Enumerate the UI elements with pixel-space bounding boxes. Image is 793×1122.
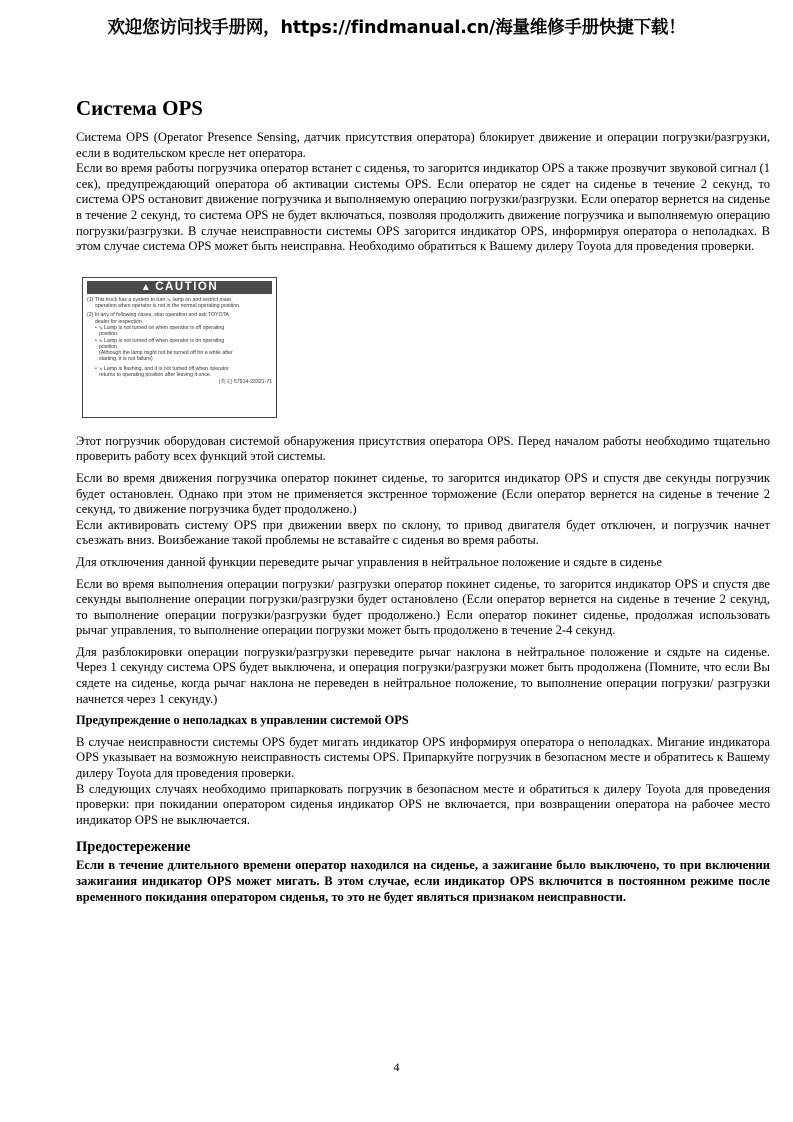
caution-part-number: (英文) 57914-23321-71 xyxy=(218,379,272,386)
page-content xyxy=(76,96,770,905)
caution-text: position. xyxy=(99,331,119,338)
page-number: 4 xyxy=(393,1060,400,1074)
caution-section-heading: Предостережение xyxy=(76,839,191,856)
caution-text: returns to operating position after leaving it once. xyxy=(99,372,212,379)
caution-text: dealer for inspection. xyxy=(95,318,144,325)
intro-paragraph-2: Если во время работы погрузчика оператор встанет с сиденья, то загорится индикатор OPS а также прозвучит звуковой сигнал (1 сек), предупреждающий оператора об активации системы OPS. Если оператор не сядет на сиденье в течение 2 секунд, то система OPS остановит движение погрузчика и выполняемую операцию погрузки/разгрузки. Если оператор вернется на сиденье в течение 2 секунд, то система OPS не будет включаться, позволяя продолжить движение погрузчика и выполняемую операцию погрузки/разгрузки. В случае неисправности системы OPS загорится индикатор OPS, информируя оператора о неполадках. В этом случае система OPS может быть неисправна. Необходимо обратиться к Вашему дилеру Toyota для проведения проверки. xyxy=(76,161,770,254)
body-paragraph-6: Для разблокировки операции погрузки/разгрузки переведите рычаг наклона в нейтральное положение и сядьте на сиденье. Через 1 секунду система OPS будет выключена, и операция погрузки/разгрузки может быть продолжена (Помните, что если Вы сядете на сиденье, когда рычаг наклона не переведен в нейтральное положение, то выполнение операции погрузки/ разгрузки начнется через 1 секунду.) xyxy=(76,644,770,706)
caution-text: (2) In any of following cases, stop operation and ask TOYOTA xyxy=(87,312,229,319)
warning-section-heading: Предупреждение о неполадках в управлении системой OPS xyxy=(76,713,409,728)
page-title: Система OPS xyxy=(76,96,203,120)
caution-text: position. xyxy=(99,343,119,350)
warning-paragraph-1: В случае неисправности системы OPS будет мигать индикатор OPS информируя оператора о неполадках. Мигание индикатора OPS указывает на возможную неисправность системы OPS. Припаркуйте погрузчик в безопасном месте и обратитесь к Вашему дилеру Toyota для проведения проверки. xyxy=(76,734,770,781)
caution-label-heading: ▲ CAUTION xyxy=(87,281,272,294)
body-paragraph-4: Для отключения данной функции переведите рычаг управления в нейтральное положение и сядьте в сиденье xyxy=(76,554,662,569)
intro-paragraph-1: Система OPS (Operator Presence Sensing, датчик присутствия оператора) блокирует движение и операции погрузки/разгрузки, если в водительском кресле нет оператора. xyxy=(76,130,770,160)
download-banner: 欢迎您访问找手册网，https://findmanual.cn/海量维修手册快捷下载！ xyxy=(107,18,686,38)
caution-text: (1) This truck has a system to turn ↘ lamp on and restrict mast xyxy=(87,296,231,303)
body-paragraph-1: Этот погрузчик оборудован системой обнаружения присутствия оператора OPS. Перед началом работы необходимо тщательно проверить работу всех функций этой системы. xyxy=(76,433,770,464)
caution-text: • ↘ Lamp is flashing, and it is not turned off when operator xyxy=(95,365,229,372)
warning-triangle-icon: ▲ xyxy=(140,281,153,293)
caution-text: (Although the lamp might not be turned off for a while after xyxy=(99,350,233,357)
body-paragraph-5: Если во время выполнения операции погрузки/ разгрузки оператор покинет сиденье, то загорится индикатор OPS и спустя две секунды выполнение операции погрузки/разгрузки будет остановлено (Если оператор вернется на сиденье в течение 2 секунд, то выполнение операции погрузки/разгрузки будет продолжено.) Если оператор покинет сиденье, продолжая использовать рычаг управления, то выполнение операции погрузки может быть продолжено в течение 2-4 секунд. xyxy=(76,576,770,638)
warning-paragraph-2: В следующих случаях необходимо припарковать погрузчик в безопасном месте и обратиться к дилеру Toyota для проведения проверки: при покидании оператором сиденья индикатор OPS не включается, при возвращении оператора на рабочее место индикатор OPS не выключается. xyxy=(76,781,770,827)
body-paragraph-3: Если активировать систему OPS при движении вверх по склону, то привод двигателя будет отключен, и погрузчик начнет съезжать вниз. Воизбежание такой проблемы не вставайте с сиденья во время работы. xyxy=(76,517,770,548)
caution-text: • ↘ Lamp is not turned off when operator is on operating xyxy=(95,337,225,344)
caution-text: • ↘ Lamp is not turned on when operator is off operating xyxy=(95,324,225,331)
caution-section-text: Если в течение длительного времени оператор находился на сиденье, а зажигание было выключено, то при включении зажигания индикатор OPS может мигать. В этом случае, если индикатор OPS включится в постоянном режиме после временного покидания оператором сиденья, то это не будет являться признаком неисправности. xyxy=(76,858,770,904)
caution-text: operation when operator is not in the normal operating position. xyxy=(95,303,241,310)
caution-text: starting, it is not failure) xyxy=(99,356,153,363)
caution-label-image xyxy=(82,277,277,418)
body-paragraph-2: Если во время движения погрузчика оператор покинет сиденье, то загорится индикатор OPS и спустя две секунды погрузчик будет остановлен. Однако при этом не применяется экстренное торможение (Если оператор вернется на сиденье в течение 2 секунд, то движение погрузчика будет продолжено.) xyxy=(76,470,770,517)
